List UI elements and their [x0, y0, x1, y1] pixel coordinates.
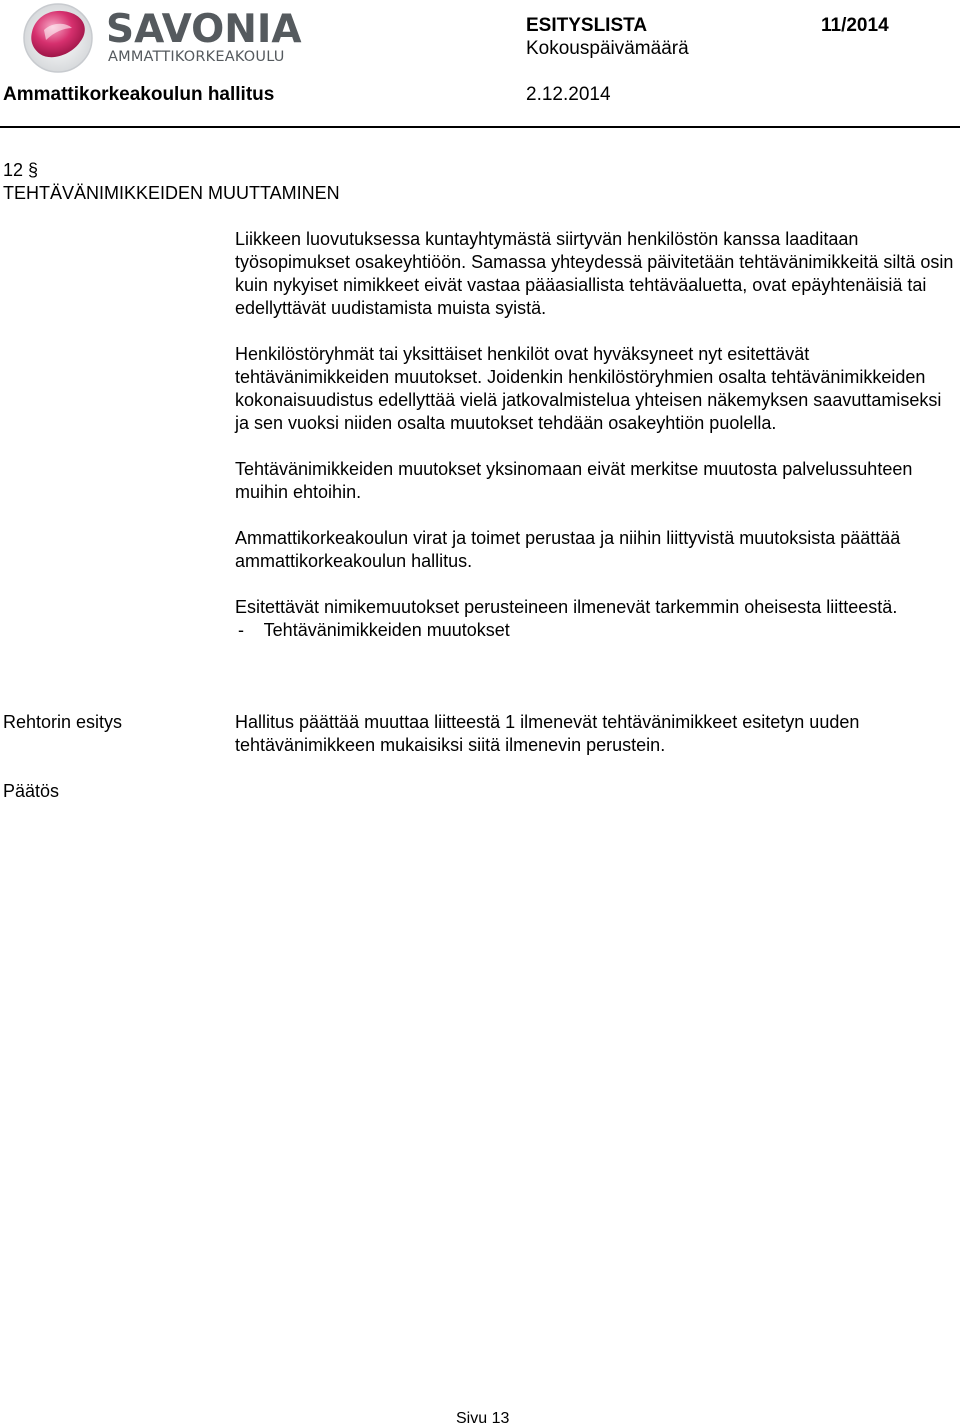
- document-type: ESITYSLISTA: [526, 15, 648, 36]
- document-number: 11/2014: [821, 15, 889, 36]
- savonia-logo-mark-icon: [22, 2, 94, 74]
- savonia-logo: [22, 2, 302, 72]
- paragraph: Henkilöstöryhmät tai yksittäiset henkilöt ovat hyväksyneet nyt esitettävät tehtävänimikkeiden muutokset. Joidenkin henkilöstöryhmien osalta tehtävänimikkeiden kokonaisuudistus edellyttää vielä jatkovalmistelua yhteisen näkemyksen saavuttamiseksi ja sen vuoksi niiden osalta muutokset tehdään osakeyhtiön puolella.: [235, 344, 942, 433]
- meeting-date: 2.12.2014: [526, 84, 611, 105]
- proposal-label: Rehtorin esitys: [3, 712, 123, 732]
- page-number: Sivu 13: [456, 1410, 510, 1427]
- proposal-text: Hallitus päättää muuttaa liitteestä 1 ilmenevät tehtävänimikkeet esitetyn uuden tehtävänimikkeen mukaisiksi siitä ilmenevin perustein.: [235, 712, 860, 755]
- paragraph: Ammattikorkeakoulun virat ja toimet perustaa ja niihin liittyvistä muutoksista päättää ammattikorkeakoulun hallitus.: [235, 528, 901, 571]
- logo-name: SAVONIA: [106, 7, 302, 52]
- paragraph: Esitettävät nimikemuutokset perusteineen ilmenevät tarkemmin oheisesta liitteestä.: [235, 597, 898, 617]
- header-divider: [0, 126, 960, 128]
- decision-label: Päätös: [3, 781, 60, 801]
- paragraph: Liikkeen luovutuksessa kuntayhtymästä siirtyvän henkilöstön kanssa laaditaan työsopimukset osakeyhtiöön. Samassa yhteydessä päivitetään tehtävänimikkeitä siltä osin kuin nykyiset nimikkeet eivät vastaa pääasiallista tehtäväaluetta, ovat epäyhtenäisiä tai edellyttävät uudistamista muista syistä.: [235, 229, 954, 318]
- main-text: [235, 228, 955, 642]
- section-number: 12 §: [3, 160, 39, 180]
- logo-subtitle: AMMATTIKORKEAKOULU: [108, 49, 285, 65]
- meeting-date-label: Kokouspäivämäärä: [526, 38, 689, 59]
- attachment-list-item: - Tehtävänimikkeiden muutokset: [238, 620, 510, 640]
- section-title: TEHTÄVÄNIMIKKEIDEN MUUTTAMINEN: [3, 183, 340, 203]
- governing-body: Ammattikorkeakoulun hallitus: [3, 84, 275, 105]
- paragraph: Tehtävänimikkeiden muutokset yksinomaan eivät merkitse muutosta palvelussuhteen muihin ehtoihin.: [235, 459, 913, 502]
